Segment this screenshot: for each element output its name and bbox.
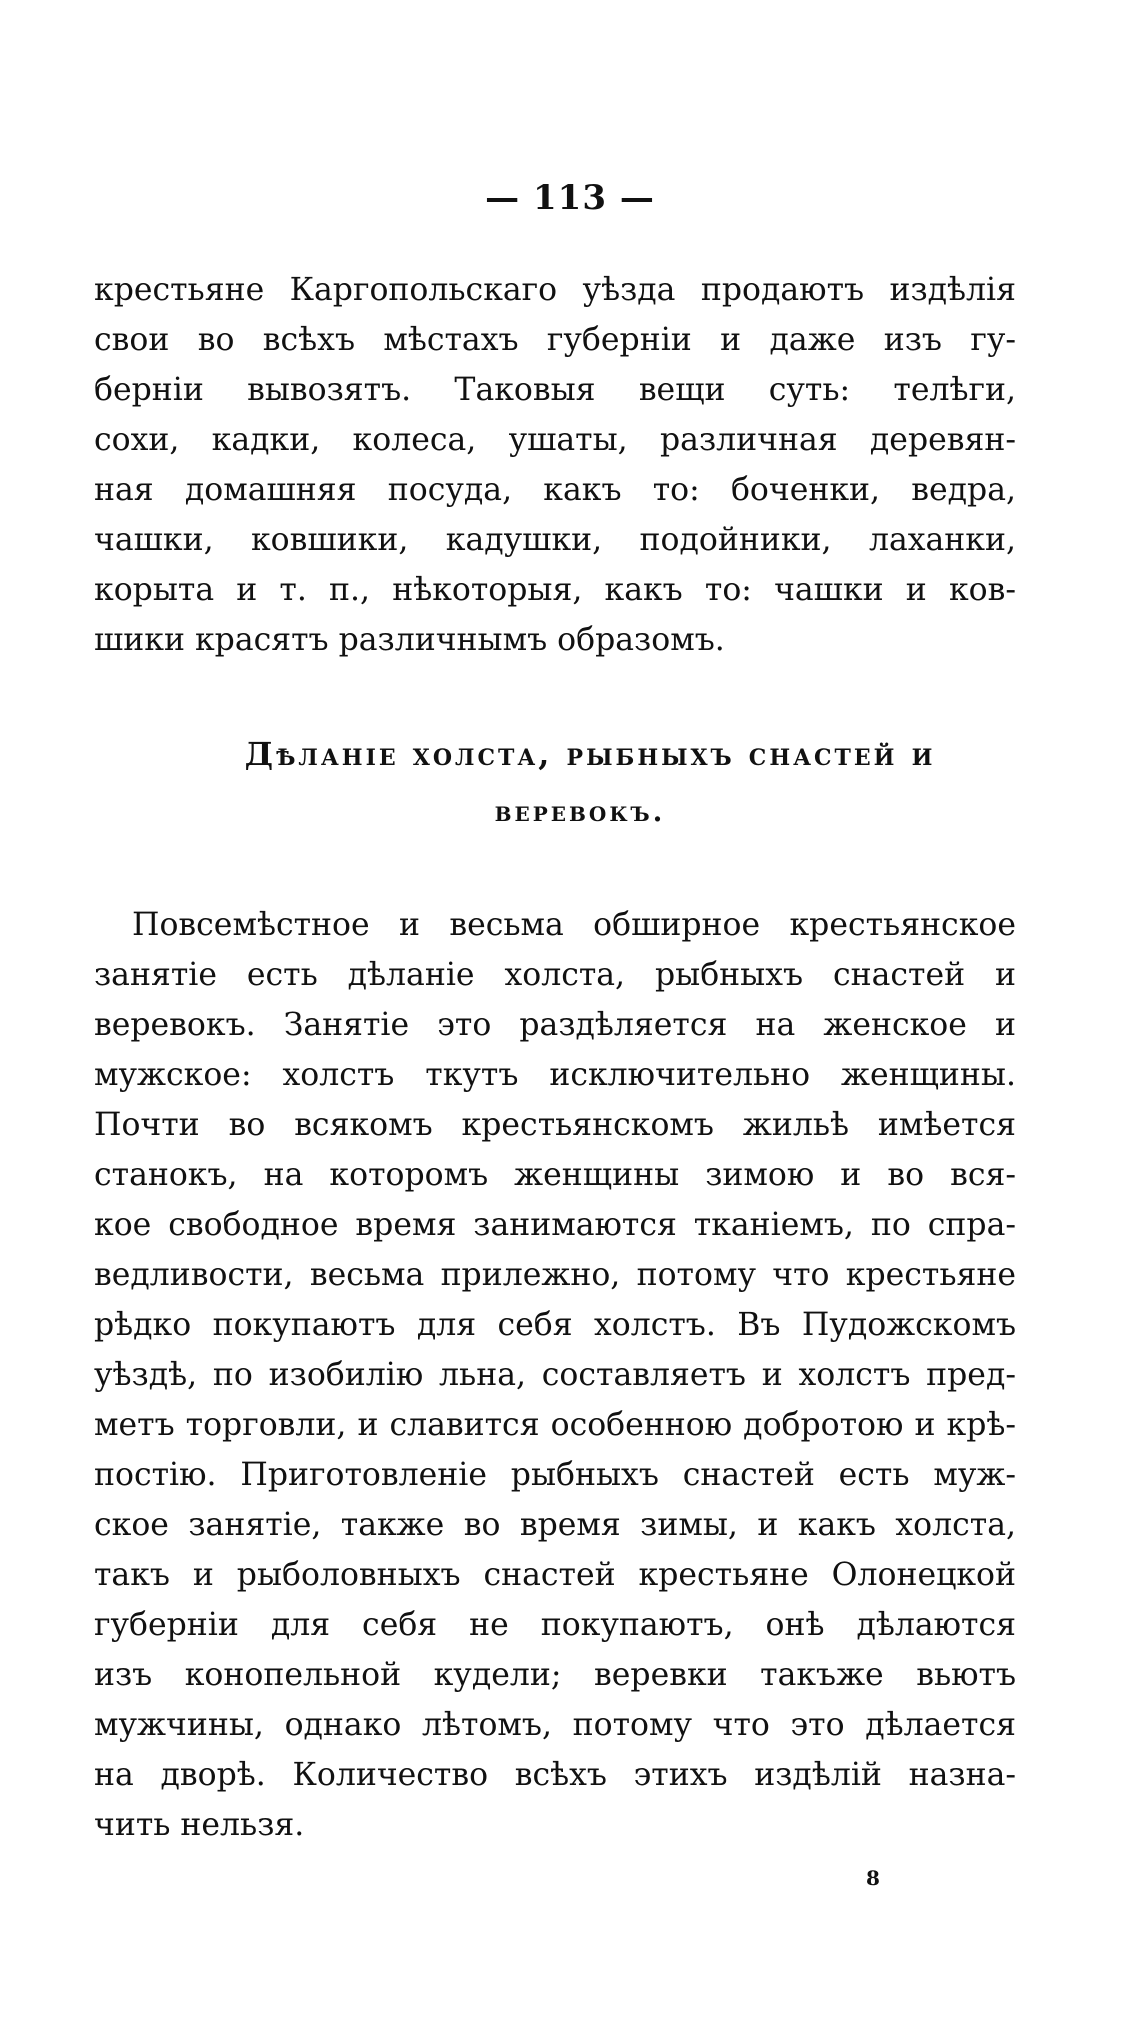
text-line: изъ конопельной кудели; веревки такъже вьютъ — [94, 1657, 1016, 1693]
text-line: сохи, кадки, колеса, ушаты, различная деревян- — [94, 422, 1016, 458]
text-line: на дворѣ. Количество всѣхъ этихъ издѣлій назна- — [94, 1757, 1016, 1793]
text-line: мужское: холстъ ткутъ исключительно женщины. — [94, 1057, 1016, 1093]
text-line: станокъ, на которомъ женщины зимою и во вся- — [94, 1157, 1016, 1193]
text-line: свои во всѣхъ мѣстахъ губерніи и даже изъ гу- — [94, 322, 1016, 358]
signature-mark: 8 — [866, 1866, 880, 1890]
text-line: ная домашняя посуда, какъ то: боченки, ведра, — [94, 472, 1016, 508]
paragraph-continuation — [94, 265, 1016, 665]
text-line: кое свободное время занимаются тканіемъ, по спра- — [94, 1207, 1016, 1243]
text-line: мужчины, однако лѣтомъ, потому что это дѣлается — [94, 1707, 1016, 1743]
text-line: уѣздѣ, по изобилію льна, составляетъ и холстъ пред- — [94, 1357, 1016, 1393]
text-line: постію. Приготовленіе рыбныхъ снастей есть муж- — [94, 1457, 1016, 1493]
text-line: ское занятіе, также во время зимы, и какъ холста, — [94, 1507, 1016, 1543]
text-line: такъ и рыболовныхъ снастей крестьяне Олонецкой — [94, 1557, 1016, 1593]
section-heading: Дѣланіе холста, рыбныхъ снастей и — [244, 735, 936, 773]
text-line: занятіе есть дѣланіе холста, рыбныхъ снастей и — [94, 957, 1016, 993]
section-heading-continuation: веревокъ. — [494, 795, 666, 828]
text-line: берніи вывозятъ. Таковыя вещи суть: телѣги, — [94, 372, 1016, 408]
text-line: метъ торговли, и славится особенною добротою и крѣ- — [94, 1407, 1016, 1443]
text-line: крестьяне Каргопольскаго уѣзда продаютъ издѣлія — [94, 272, 1016, 308]
text-line: губерніи для себя не покупаютъ, онѣ дѣлаются — [94, 1607, 1016, 1643]
page-number: — 113 — — [485, 178, 655, 218]
text-line: рѣдко покупаютъ для себя холстъ. Въ Пудожскомъ — [94, 1307, 1016, 1343]
text-line: шики красятъ различнымъ образомъ. — [94, 622, 725, 658]
text-line: корыта и т. п., нѣкоторыя, какъ то: чашки и ков- — [94, 572, 1016, 608]
text-line: Почти во всякомъ крестьянскомъ жильѣ имѣется — [94, 1107, 1016, 1143]
text-line: чашки, ковшики, кадушки, подойники, лаханки, — [94, 522, 1016, 558]
text-line: чить нельзя. — [94, 1807, 305, 1843]
text-line: ведливости, весьма прилежно, потому что крестьяне — [94, 1257, 1016, 1293]
paragraph-main — [94, 900, 1016, 1850]
text-line: веревокъ. Занятіе это раздѣляется на женское и — [94, 1007, 1016, 1043]
text-line: Повсемѣстное и весьма обширное крестьянское — [132, 907, 1016, 943]
